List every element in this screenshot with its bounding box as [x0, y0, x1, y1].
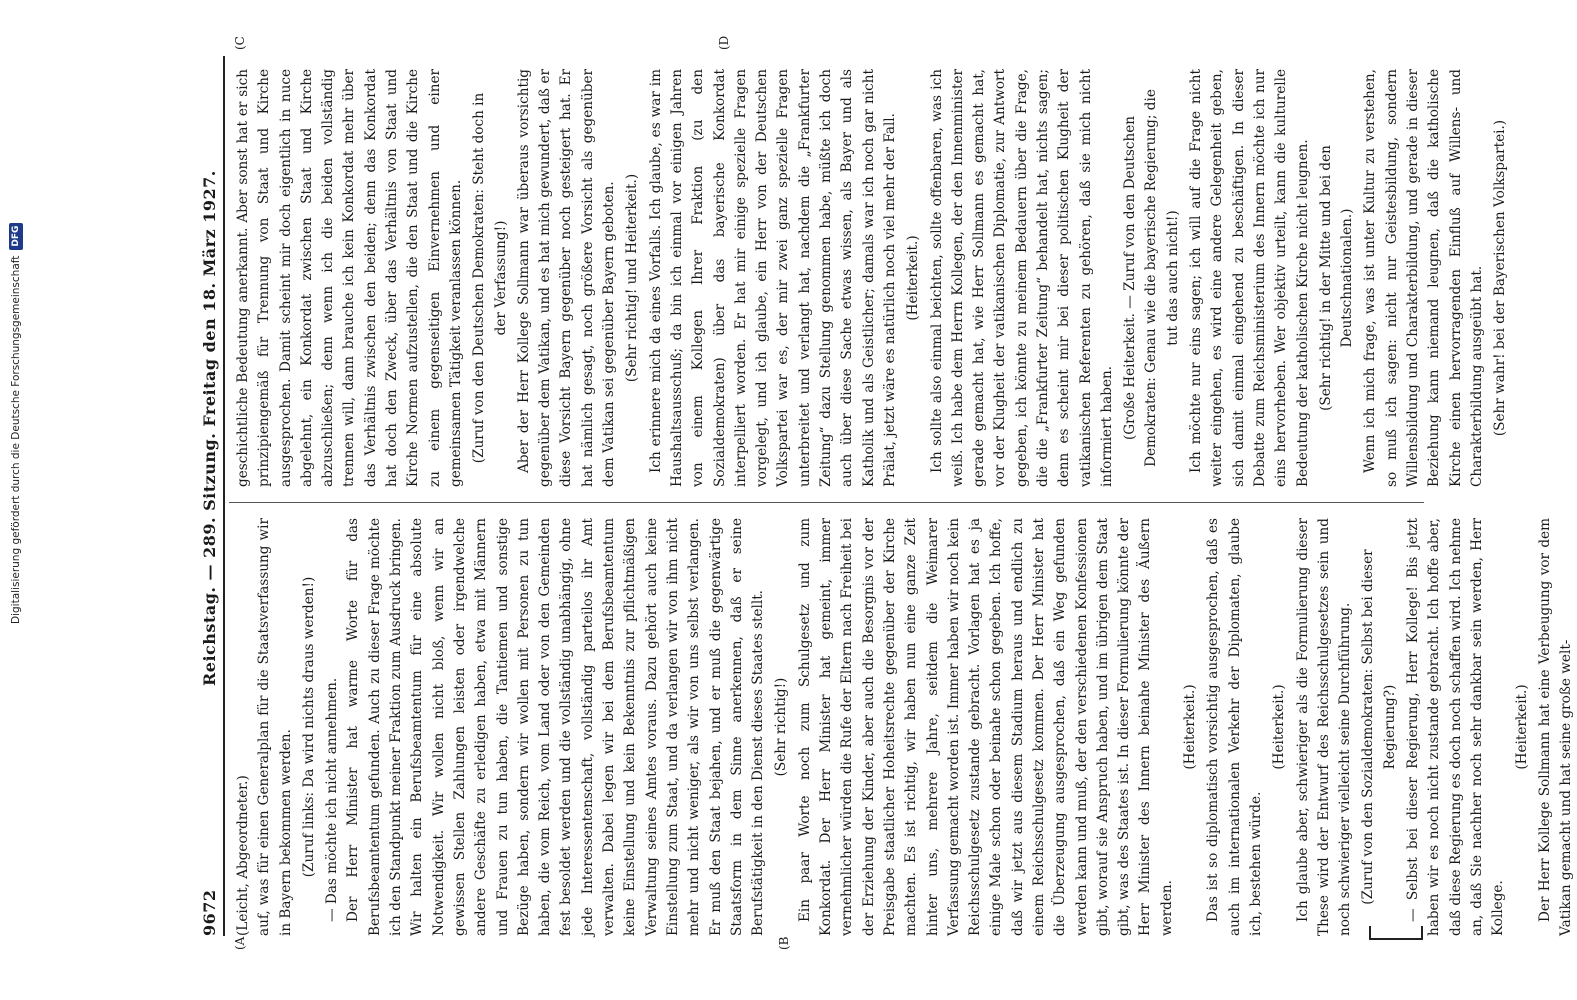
- paragraph: Ich möchte nur eins sagen; ich will auf die Frage nicht weiter eingehen, es wird eine andere Gelegenheit geben, sich damit einmal eingehend zu beschäftigen. In dieser Debatte zum Reichsministerium des Innern möchte ich nur eins hervorheben. Wer objektiv urteilt, kann die kulturelle Bedeutung der katholischen Kirche nicht leugnen.: [1188, 69, 1311, 487]
- paragraph: Ich erinnere mich da eines Vorfalls. Ich glaube, es war im Haushaltsausschuß; da bin ich einmal vor einigen Jahren von einem Kollegen Ihrer Fraktion (zu den Sozialdemokraten) über das bayerische Konkordat interpelliert worden. Er hat mir einige spezielle Fragen vorgelegt, und ich glaube, ein Herr von der Deutschen Volkspartei war es, der mir zwei ganz spezielle Fragen unterbreitet und verlangt hat, nachdem die „Frankfurter Zeitung“ dazu Stellung genommen habe, müßte ich doch auch über diese Sache etwas wissen, als Bayer und als Katholik und als Geistlicher; damals war ich noch gar nicht Prälat, jetzt wäre es natürlich noch viel mehr der Fall.: [647, 69, 898, 487]
- paragraph: auf, was für einen Generalplan für die Staatsverfassung wir in Bayern bekommen werden.: [256, 518, 294, 936]
- interjection: (Zuruf von den Deutschen Demokraten: Steht doch in der Verfassung!): [471, 92, 509, 464]
- paragraph: — Das möchte ich nicht annehmen.: [324, 677, 341, 922]
- digitization-credit: [6, 225, 26, 624]
- paragraph: Ich sollte also einmal beichten, sollte offenbaren, was ich weiß. Ich habe dem Herrn Kollegen, der den Innenminister gerade gemacht hat, wie Herr Sollmann es gemacht hat, vor der Klugheit der vatikanischen Diplomatie, zur Antwort gegeben, ich könnte zu meinem Bedauern über die Frage, die die „Frankfurter Zeitung“ behandelt hat, nichts sagen; denn es scheint mir bei dieser politischen Klugheit der vatikanischen Referenten zu gehören, daß sie mich nicht informiert haben.: [928, 69, 1115, 487]
- interjection: (Zuruf von den Sozialdemokraten: Selbst bei dieser Regierung?): [1360, 549, 1398, 905]
- interjection: (Sehr richtig! in der Mitte und bei den Deutschnationalen.): [1317, 145, 1356, 411]
- margin-mark-d: (D: [717, 35, 731, 50]
- running-title: Reichstag. — 289. Sitzung. Freitag den 18. März 1927.: [200, 170, 219, 686]
- credit-text: Digitalisierung gefördert durch die Deutsche Forschungsgemeinschaft: [10, 255, 22, 624]
- paragraph: — Selbst bei dieser Regierung, Herr Kollege! Bis jetzt haben wir es noch nicht zustande gebracht. Ich hoffe aber, daß diese Regierung es doch noch schaffen wird. Ich nehme an, daß Sie nachher noch sehr dankbar sein werden, Herr Kollege.: [1405, 518, 1507, 936]
- interjection: (Heiterkeit.): [1513, 684, 1530, 770]
- interjection: (Große Heiterkeit. — Zuruf von den Deutschen Demokraten: Genau wie die bayerische Regierung; die tut das auch nicht!): [1122, 89, 1181, 467]
- paragraph-bracket: [1369, 926, 1423, 940]
- margin-mark-a: (A: [233, 936, 247, 950]
- interjection: (Heiterkeit.): [1271, 684, 1288, 770]
- column-divider: [229, 502, 1424, 503]
- interjection: (Sehr richtig! und Heiterkeit.): [624, 173, 641, 383]
- interjection: (Zuruf links: Da wird nichts draus werden!): [300, 576, 317, 878]
- margin-mark-b: (B: [777, 936, 791, 950]
- paragraph: Aber der Herr Kollege Sollmann war überaus vorsichtig gegenüber dem Vatikan, und es hat mich gewundert, daß er diese Vorsicht Bayern gegenüber noch gesteigert hat. Er hat nämlich gesagt, noch größere Vorsicht als gegenüber dem Vatikan sei gegenüber Bayern geboten.: [515, 69, 618, 487]
- paragraph: Ich glaube aber, schwieriger als die Formulierung dieser These wird der Entwurf des Reichsschulgesetzes sein und noch schwieriger vielleicht seine Durchführung.: [1294, 518, 1354, 936]
- interjection: (Heiterkeit.): [905, 235, 922, 321]
- paragraph: Ein paar Worte noch zum Schulgesetz und zum Konkordat. Der Herr Minister hat gemeint, immer vernehmlicher würden die Rufe der Eltern nach Freiheit bei der Erziehung der Kinder, aber auch die Besorgnis vor der Preisgabe staatlicher Hoheitsrechte gegenüber der Kirche machten. Es ist richtig, wir haben nun eine ganze Zeit hinter uns, mehrere Jahre, seitdem die Weimarer Verfassung gemacht worden ist. Immer haben wir noch kein Reichsschulgesetz zustande gebracht. Vorlagen hat es ja einige Male schon oder beinahe schon gegeben. Ich hoffe, daß wir jetzt aus diesem Stadium heraus und endlich zu einem Reichsschulgesetz kommen. Der Herr Minister hat die Überzeugung ausgesprochen, daß ein Weg gefunden werden kann und muß, der den verschiedenen Konfessionen gibt, worauf sie Anspruch haben, und im übrigen dem Staat gibt, was des Staates ist. In dieser Formulierung könnte der Herr Minister des Innern beinahe Minister des Äußern werden.: [796, 518, 1175, 936]
- header-rule: [223, 56, 225, 936]
- paragraph: Der Herr Minister hat warme Worte für das Berufsbeamtentum gefunden. Auch zu dieser Frage möchte ich den Standpunkt meiner Fraktion zum Ausdruck bringen. Wir halten ein Berufsbeamtentum für eine absolute Notwendigkeit. Wir wollen nicht bloß, wenn wir an gewissen Stellen Zahlungen leisten oder irgendwelche andere Geschäfte zu erledigen haben, etwa mit Männern und Frauen zu tun haben, die Tantiemen und sonstige Bezüge haben, sondern wir wollen mit Personen zu tun haben, die vom Reich, vom Land oder von den Gemeinden fest besoldet werden und die vollständig unabhängig, ohne jede Interessentenschaft, vollständig parteilos ihr Amt verwalten. Dabei legen wir bei dem Berufsbeamtentum keine Einstellung und kein Bekenntnis zur pflichtmäßigen Verwaltung seines Amtes voraus. Dazu gehört auch keine Einstellung zum Staat, und da verlangen wir von ihm nicht mehr und nicht weniger, als wir von uns selbst verlangen. Er muß den Staat bejahen, und er muß die gegenwärtige Staatsform in dem Sinne anerkennen, daß er seine Berufstätigkeit in den Dienst dieses Staates stellt.: [345, 518, 767, 936]
- right-column: [233, 69, 1509, 487]
- running-head: [192, 56, 222, 936]
- paragraph: Wenn ich mich frage, was ist unter Kultur zu verstehen, so muß ich sagen: nicht nur Geistesbildung, sondern Willensbildung und Charakterbildung, und gerade in dieser Beziehung kann niemand leugnen, daß die katholische Kirche einen hervorragenden Einfluß auf Willens- und Charakterbildung ausgeübt hat.: [1362, 69, 1485, 487]
- paragraph: geschichtliche Bedeutung anerkannt. Aber sonst hat er sich prinzipiengemäß für Trennung von Staat und Kirche ausgesprochen. Damit scheint mir doch eigentlich in nuce abgelehnt, ein Konkordat zwischen Staat und Kirche abzuschließen; denn wenn ich die beiden vollständig trennen will, dann brauche ich kein Konkordat mehr über das Verhältnis zwischen den beiden; denn das Konkordat hat doch den Zweck, über das Verhältnis von Staat und Kirche Normen aufzustellen, die den Staat und die Kirche zu einem gegenseitigen Einvernehmen und einer gemeinsamen Tätigkeit veranlassen können.: [235, 69, 464, 487]
- paragraph: Das ist so diplomatisch vorsichtig ausgesprochen, daß es auch im internationalen Verkehr der Diplomaten, glaube ich, bestehen würde.: [1205, 518, 1264, 936]
- interjection: (Sehr richtig!): [773, 677, 790, 777]
- page-number: 9672: [200, 889, 219, 936]
- dfg-logo: DFG: [9, 223, 23, 250]
- margin-mark-c: (C: [233, 36, 247, 50]
- paragraph: Der Herr Kollege Sollmann hat eine Verbeugung vor dem Vatikan gemacht und hat seine große welt-: [1536, 518, 1575, 936]
- paragraph: (Leicht, Abgeordneter.): [235, 775, 251, 936]
- interjection: (Sehr wahr! bei der Bayerischen Volkspartei.): [1492, 119, 1509, 437]
- left-column: [233, 518, 1575, 936]
- rotated-page: [117, 0, 1575, 1000]
- interjection: (Heiterkeit.): [1182, 684, 1199, 770]
